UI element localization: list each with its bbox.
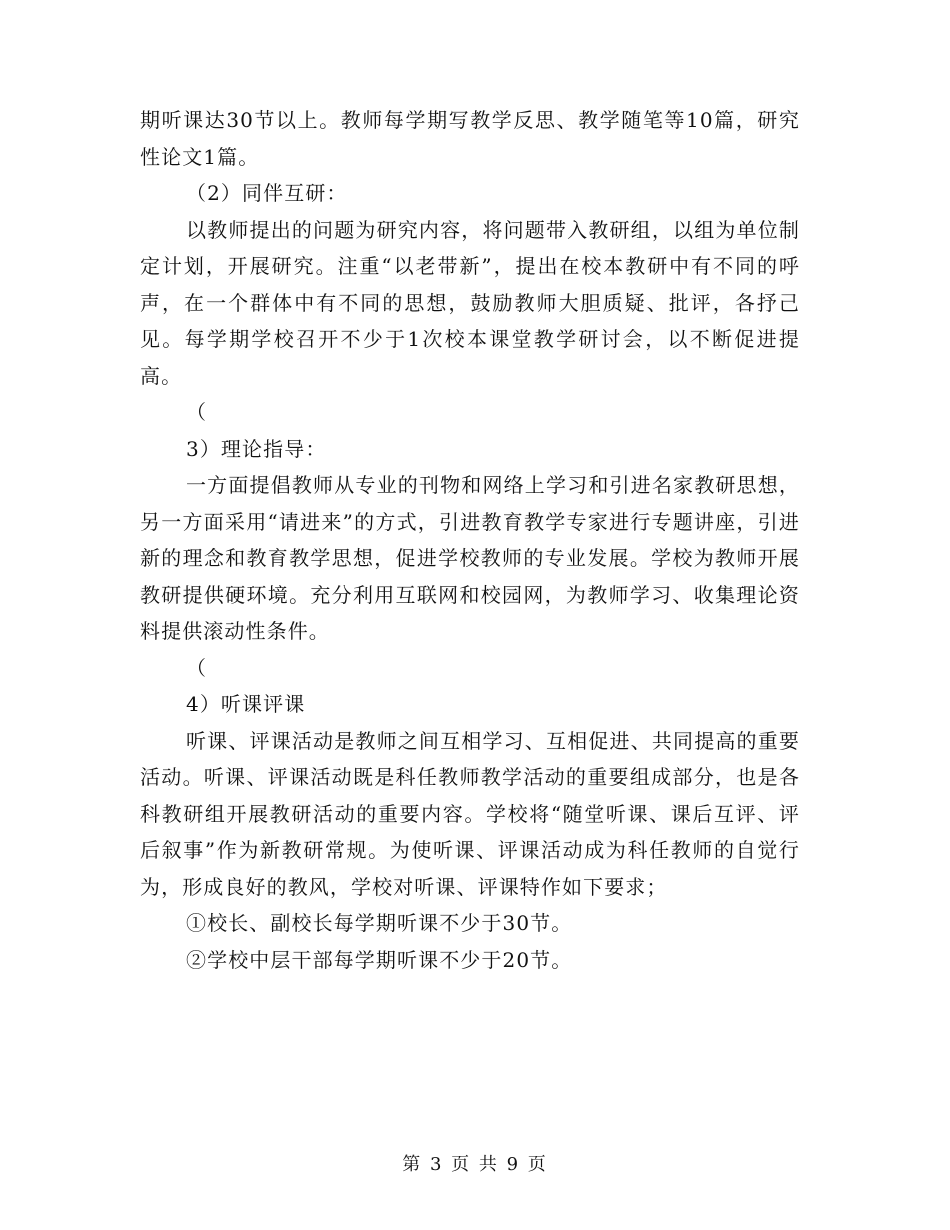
stray-parenthesis-1: （ <box>186 400 208 424</box>
paragraph-continuation: 期听课达30节以上。教师每学期写教学反思、教学随笔等10篇，研究性论文1篇。 <box>140 108 800 169</box>
paragraph-theory-guidance: 一方面提倡教师从专业的刊物和网络上学习和引进名家教研思想，另一方面采用“请进来”的方式，引进教育教学专家进行专题讲座，引进新的理念和教育教学思想，促进学校教师的专业发展。学校为教师开展教研提供硬环境。充分利用互联网和校园网，为教师学习、收集理论资料提供滚动性条件。 <box>140 473 800 643</box>
stray-parenthesis-2: （ <box>186 655 208 680</box>
heading-peer-research: （2）同伴互研： <box>186 181 348 205</box>
list-item-principal: ①校长、副校长每学期听课不少于30节。 <box>186 911 573 935</box>
heading-theory-guidance: 3）理论指导： <box>186 436 327 461</box>
page-footer: 第 3 页 共 9 页 <box>402 1154 548 1175</box>
heading-lesson-observation: 4）听课评课 <box>186 692 306 716</box>
paragraph-lesson-observation: 听课、评课活动是教师之间互相学习、互相促进、共同提高的重要活动。听课、评课活动既是科任教师教学活动的重要组成部分，也是各科教研组开展教研活动的重要内容。学校将“随堂听课、课后互评、评后叙事”作为新教研常规。为使听课、评课活动成为科任教师的自觉行为，形成良好的教风，学校对听课、评课特作如下要求； <box>140 728 800 899</box>
list-item-middle-managers: ②学校中层干部每学期听课不少于20节。 <box>186 947 573 972</box>
paragraph-peer-research: 以教师提出的问题为研究内容，将问题带入教研组，以组为单位制定计划，开展研究。注重“以老带新”，提出在校本教研中有不同的呼声，在一个群体中有不同的思想，鼓励教师大胆质疑、批评，各抒己见。每学期学校召开不少于1次校本课堂教学研讨会，以不断促进提高。 <box>140 217 800 388</box>
body-text <box>140 102 800 978</box>
